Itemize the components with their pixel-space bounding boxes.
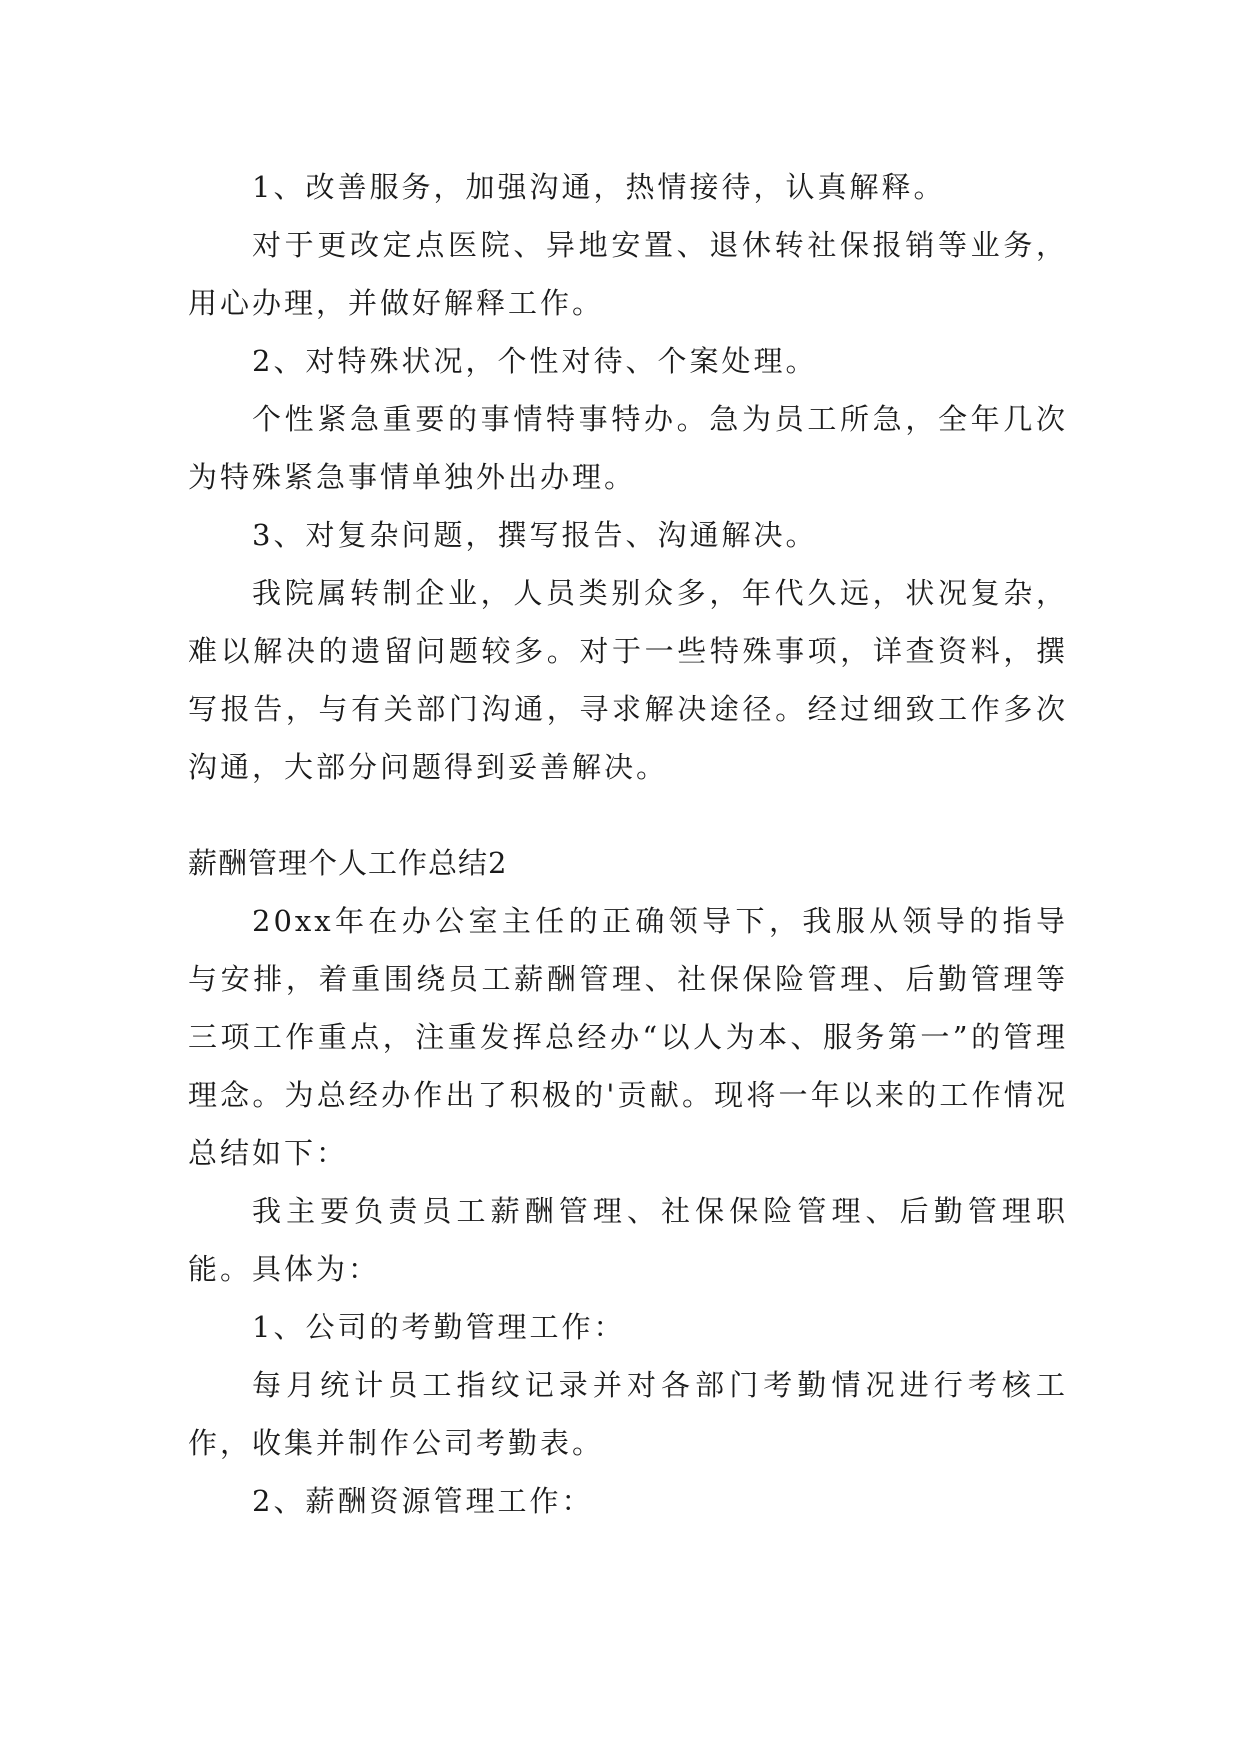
paragraph: 20xx年在办公室主任的正确领导下，我服从领导的指导与安排，着重围绕员工薪酬管理、社保保险管理、后勤管理等三项工作重点，注重发挥总经办“以人为本、服务第一”的管理理念。为总经办作出了积极的'贡献。现将一年以来的工作情况总结如下：: [188, 904, 1068, 1170]
paragraph: 2、对特殊状况，个性对待、个案处理。: [252, 344, 818, 378]
paragraph: 每月统计员工指纹记录并对各部门考勤情况进行考核工作，收集并制作公司考勤表。: [188, 1368, 1068, 1460]
paragraph: 1、改善服务，加强沟通，热情接待，认真解释。: [252, 170, 946, 204]
paragraph: 对于更改定点医院、异地安置、退休转社保报销等业务，用心办理，并做好解释工作。: [188, 228, 1068, 320]
paragraph: 2、薪酬资源管理工作：: [252, 1484, 594, 1518]
paragraph: 3、对复杂问题，撰写报告、沟通解决。: [252, 518, 818, 552]
document-body: [188, 158, 1068, 1530]
paragraph: 我主要负责员工薪酬管理、社保保险管理、后勤管理职能。具体为：: [188, 1194, 1068, 1286]
section-heading: 薪酬管理个人工作总结2: [188, 846, 508, 880]
paragraph: 个性紧急重要的事情特事特办。急为员工所急，全年几次为特殊紧急事情单独外出办理。: [188, 402, 1068, 494]
paragraph: 我院属转制企业，人员类别众多，年代久远，状况复杂，难以解决的遗留问题较多。对于一些特殊事项，详查资料，撰写报告，与有关部门沟通，寻求解决途径。经过细致工作多次沟通，大部分问题得到妥善解决。: [188, 576, 1068, 784]
paragraph: 1、公司的考勤管理工作：: [252, 1310, 626, 1344]
